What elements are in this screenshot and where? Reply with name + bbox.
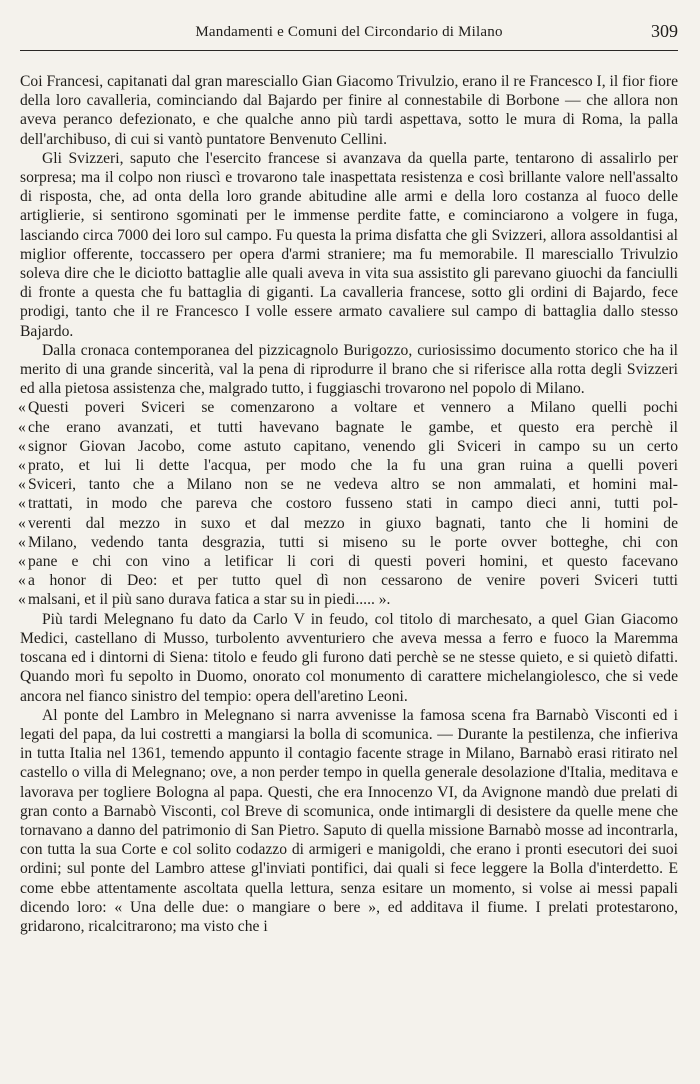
quote-mark: «: [18, 495, 26, 513]
quote-line: « malsani, et il più sano durava fatica a star su in piedi..... ».: [18, 591, 391, 609]
quote-mark: «: [18, 553, 26, 571]
body-text: [20, 72, 678, 936]
quote-line: « verenti dal mezzo in suxo et dal mezzo in giuxo bagnati, tanto che li homini de: [18, 514, 678, 532]
quote-mark: «: [18, 533, 26, 551]
paragraph-1: Coi Francesi, capitanati dal gran maresciallo Gian Giacomo Trivulzio, erano il re Francesco I, il fior fiore della loro cavalleria, cominciando dal Bajardo per finire al connestabile di Borbone — che allora non aveva peranco defezionato, e che qualche anno più tardi aspettava, sotto le mura di Roma, la palla dell'archibuso, di cui si vantò puntatore Benvenuto Cellini.: [20, 73, 678, 148]
quote-line: « Milano, vedendo tanta desgrazia, tutti si miseno su le porte ovver botteghe, chi con: [18, 533, 678, 551]
quote-mark: «: [18, 437, 26, 455]
paragraph-5: Più tardi Melegnano fu dato da Carlo V in feudo, col titolo di marchesato, a quel Gian Giacomo Medici, castellano di Musso, turbolento avventuriero che aveva messa a ferro e fuoco la Maremma toscana ed i dintorni di Siena: titolo e feudo gli furono dati perchè se ne stesse quieto, e si quietò difatti. Quando morì fu sepolto in Duomo, onorato col monumento di carattere michelangiolesco, che si vede ancora nel fianco sinistro del tempio: opera dell'aretino Leoni.: [20, 610, 678, 705]
quote-mark: «: [18, 399, 26, 417]
quote-line: « che erano avanzati, et tutti havevano bagnate le gambe, et questo era perchè il: [18, 418, 678, 436]
quote-mark: «: [18, 591, 26, 609]
chronicle-quote: [20, 398, 678, 609]
quote-line: « Questi poveri Sviceri se comenzarono a voltare et vennero a Milano quelli pochi: [18, 399, 678, 417]
paragraph-2: Gli Svizzeri, saputo che l'esercito francese si avanzava da quella parte, tentarono di assalirlo per sorpresa; ma il colpo non riuscì e trovarono tale inaspettata resistenza e così brillante valore nell'assalto di risposta, che, ad onta della loro grande abitudine alle armi e della loro costanza al fuoco delle artiglierie, si sentirono sgominati per le immense perdite fatte, e cominciarono a volgere in fuga, lasciando circa 7000 dei loro sul campo. Fu questa la prima disfatta che gli Svizzeri, allora assoldantisi al miglior offerente, toccassero per opera d'armi straniere; ma fu memorabile. Il maresciallo Trivulzio soleva dire che le diciotto battaglie alle quali aveva in vita sua assistito gli parevano giuochi da fanciulli di fronte a questa che fu battaglia di giganti. La cavalleria francese, sotto gli ordini di Bajardo, fece prodigi, tanto che il re Francesco I volle essere armato cavaliere sul campo di battaglia dallo stesso Bajardo.: [20, 149, 678, 340]
running-header: [20, 20, 678, 51]
quote-mark: «: [18, 457, 26, 475]
quote-mark: «: [18, 418, 26, 436]
quote-line: « signor Giovan Jacobo, come astuto capitano, venendo gli Sviceri in campo su un certo: [18, 437, 678, 455]
quote-mark: «: [18, 514, 26, 532]
quote-line: « pane e chi con vino a letificar li cori di questi poveri homini, et questo facevano: [18, 553, 678, 571]
quote-mark: «: [18, 476, 26, 494]
paragraph-3: Dalla cronaca contemporanea del pizzicagnolo Burigozzo, curiosissimo documento storico che ha il merito di una grande sincerità, val la pena di riprodurre il brano che si riferisce alla rotta degli Svizzeri ed alla pietosa assistenza che, malgrado tutto, i fuggiaschi trovarono nel popolo di Milano.: [20, 341, 678, 398]
page-number: 309: [651, 21, 678, 41]
quote-mark: «: [18, 572, 26, 590]
paragraph-6: Al ponte del Lambro in Melegnano si narra avvenisse la famosa scena fra Barnabò Visconti ed i legati del papa, da lui costretti a mangiarsi la bolla di scomunica. — Durante la pestilenza, che infieriva in tutta Italia nel 1361, temendo appunto il contagio facente strage in Milano, Barnabò erasi ritirato nel castello o villa di Melegnano; ove, a non perder tempo in quella generale desolazione d'Italia, meditava e lavorava per togliere Bologna al papa. Questi, che era Innocenzo VI, da Avignone mandò due prelati di gran conto a Barnabò Visconti, col Breve di scomunica, onde intimargli di desistere da quelle mene che tornavano a danno del patrimonio di San Pietro. Saputo di quella missione Barnabò mosse ad incontrarla, con tutta la sua Corte e col solito codazzo di armigeri e manigoldi, che erano i pronti esecutori dei suoi ordini; sul ponte del Lambro attese gl'inviati pontifici, dai quali si fece leggere la Bolla d'interdetto. E come ebbe attentamente ascoltata quella lettura, senza esitare un momento, si volse ai messi papali dicendo loro: « Una delle due: o mangiare o bere », ed additava il fiume. I prelati protestarono, gridarono, ricalcitrarono; ma visto che i: [20, 706, 678, 935]
quote-line: « Sviceri, tanto che a Milano non se ne vedeva altro se non ammalati, et homini mal-: [18, 476, 678, 494]
running-title: Mandamenti e Comuni del Circondario di Milano: [195, 24, 503, 40]
quote-line: « prato, et lui li dette l'acqua, per modo che la fu una gran ruina a quelli poveri: [18, 457, 678, 475]
quote-line: « a honor di Deo: et per tutto quel dì non cessarono de venire poveri Sviceri tutti: [18, 572, 678, 590]
quote-line: « trattati, in modo che pareva che costoro fusseno stati in campo dieci anni, tutti pol-: [18, 495, 678, 513]
